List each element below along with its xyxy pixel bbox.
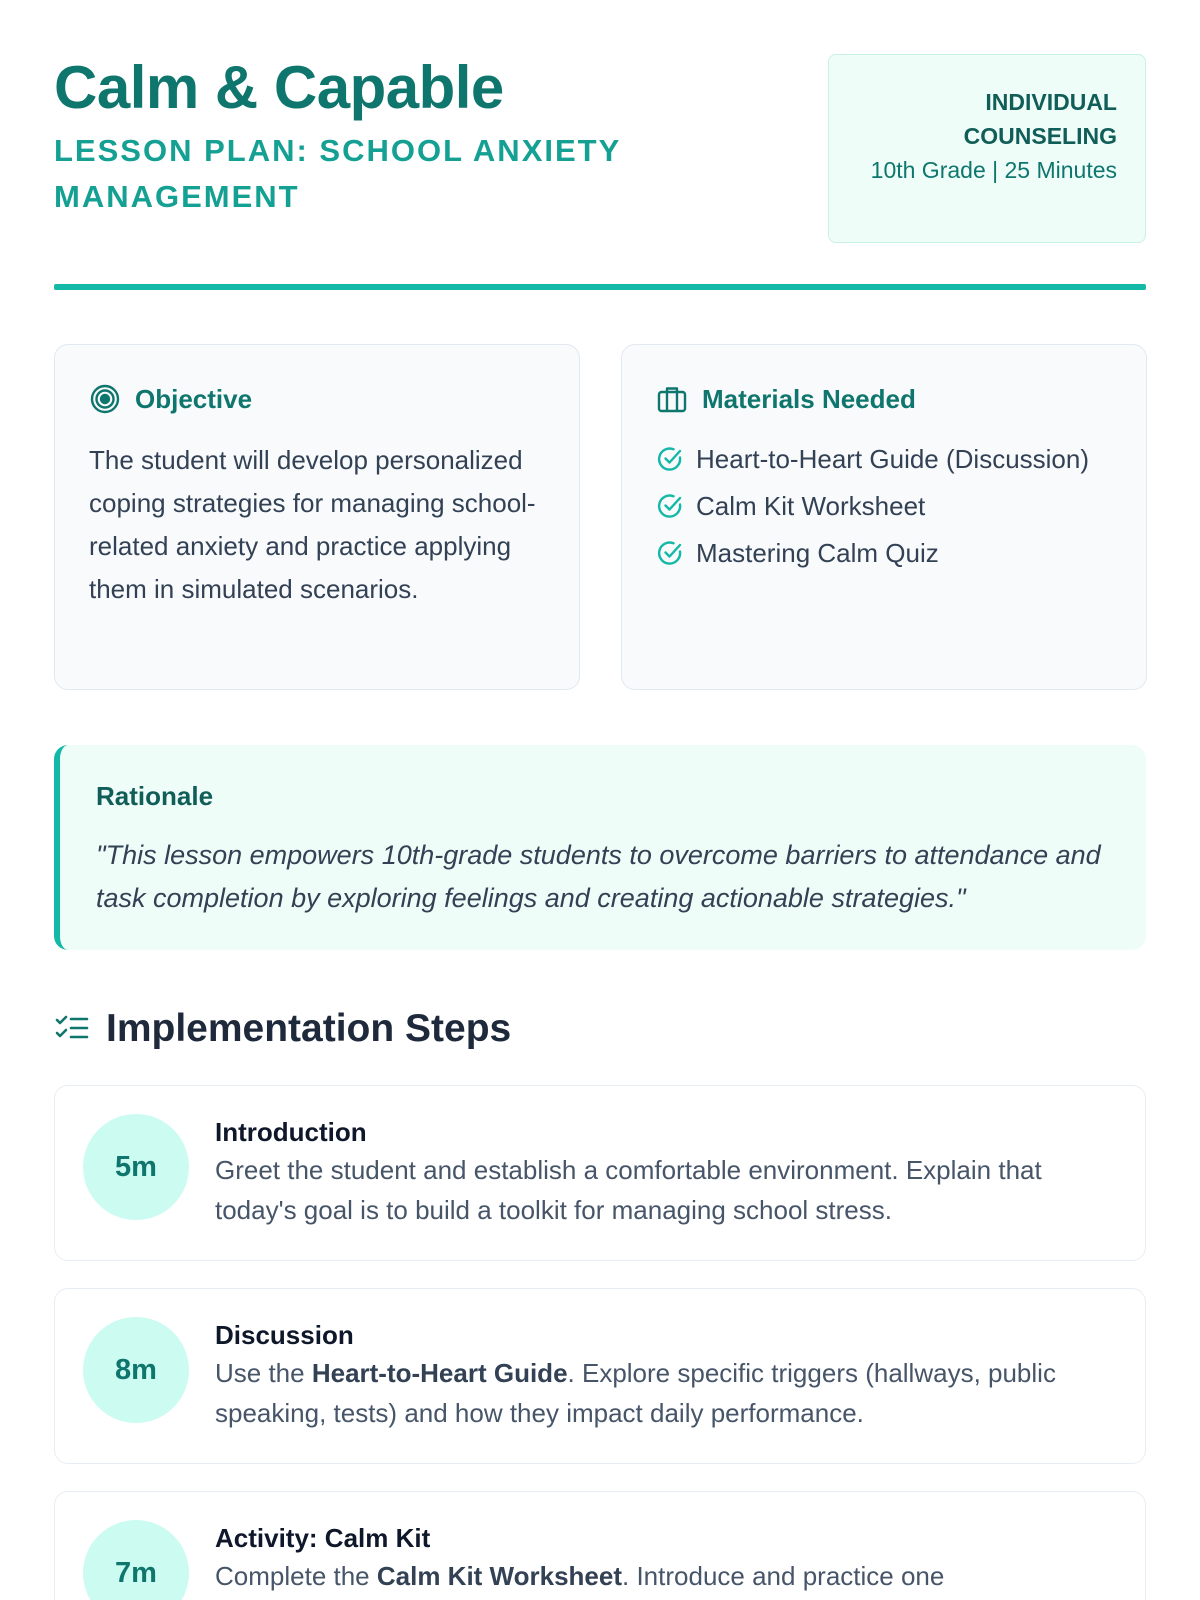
check-circle-icon (656, 539, 684, 567)
session-type: INDIVIDUAL COUNSELING (963, 89, 1117, 149)
step-card (54, 1491, 1146, 1600)
materials-list (656, 439, 1112, 573)
rationale-callout (54, 745, 1146, 950)
materials-header (656, 381, 1112, 417)
step-card (54, 1085, 1146, 1261)
check-circle-icon (656, 445, 684, 473)
checklist-icon (54, 1011, 90, 1047)
step-body (215, 1114, 1121, 1230)
objective-text: The student will develop personalized coping strategies for managing school-related anxiety and practice applying them in simulated scenarios. (89, 445, 536, 604)
step-body (215, 1317, 1121, 1433)
page-title: Calm & Capable (54, 54, 504, 121)
step-description: Use the Heart-to-Heart Guide. Explore specific triggers (hallways, public speaking, tests) and how they impact daily performance. (215, 1358, 1056, 1428)
step-title: Introduction (215, 1117, 367, 1147)
header (54, 0, 1146, 290)
materials-card (621, 344, 1147, 690)
step-description: Greet the student and establish a comfortable environment. Explain that today's goal is to build a toolkit for managing school stress. (215, 1155, 1042, 1225)
header-divider (54, 284, 1146, 290)
step-card (54, 1288, 1146, 1464)
briefcase-icon (656, 383, 688, 415)
material-item (656, 486, 1112, 526)
step-title: Activity: Calm Kit (215, 1523, 431, 1553)
step-description: Complete the Calm Kit Worksheet. Introduce and practice one (215, 1561, 945, 1591)
page-subtitle: LESSON PLAN: SCHOOL ANXIETY MANAGEMENT (54, 133, 621, 214)
session-meta: 10th Grade | 25 Minutes (870, 157, 1117, 183)
check-circle-icon (656, 492, 684, 520)
steps-title: Implementation Steps (106, 1007, 512, 1050)
steps-header (54, 1004, 511, 1054)
rationale-title: Rationale (96, 781, 214, 811)
objective-title: Objective (135, 383, 253, 414)
step-title: Discussion (215, 1320, 354, 1350)
material-label: Heart-to-Heart Guide (Discussion) (696, 444, 1090, 474)
step-duration: 7m (83, 1520, 189, 1600)
materials-title: Materials Needed (702, 383, 916, 414)
material-label: Mastering Calm Quiz (696, 538, 939, 568)
material-item (656, 533, 1112, 573)
step-duration: 5m (83, 1114, 189, 1220)
step-duration: 8m (83, 1317, 189, 1423)
rationale-text: "This lesson empowers 10th-grade students to overcome barriers to attendance and task completion by exploring feelings and creating actionable strategies." (96, 840, 1101, 913)
material-label: Calm Kit Worksheet (696, 491, 926, 521)
lesson-plan-page (54, 0, 1146, 1591)
target-icon (89, 383, 121, 415)
material-item (656, 439, 1112, 479)
step-body (215, 1520, 1121, 1596)
objective-header (89, 381, 545, 417)
objective-card (54, 344, 580, 690)
session-badge (828, 54, 1146, 243)
